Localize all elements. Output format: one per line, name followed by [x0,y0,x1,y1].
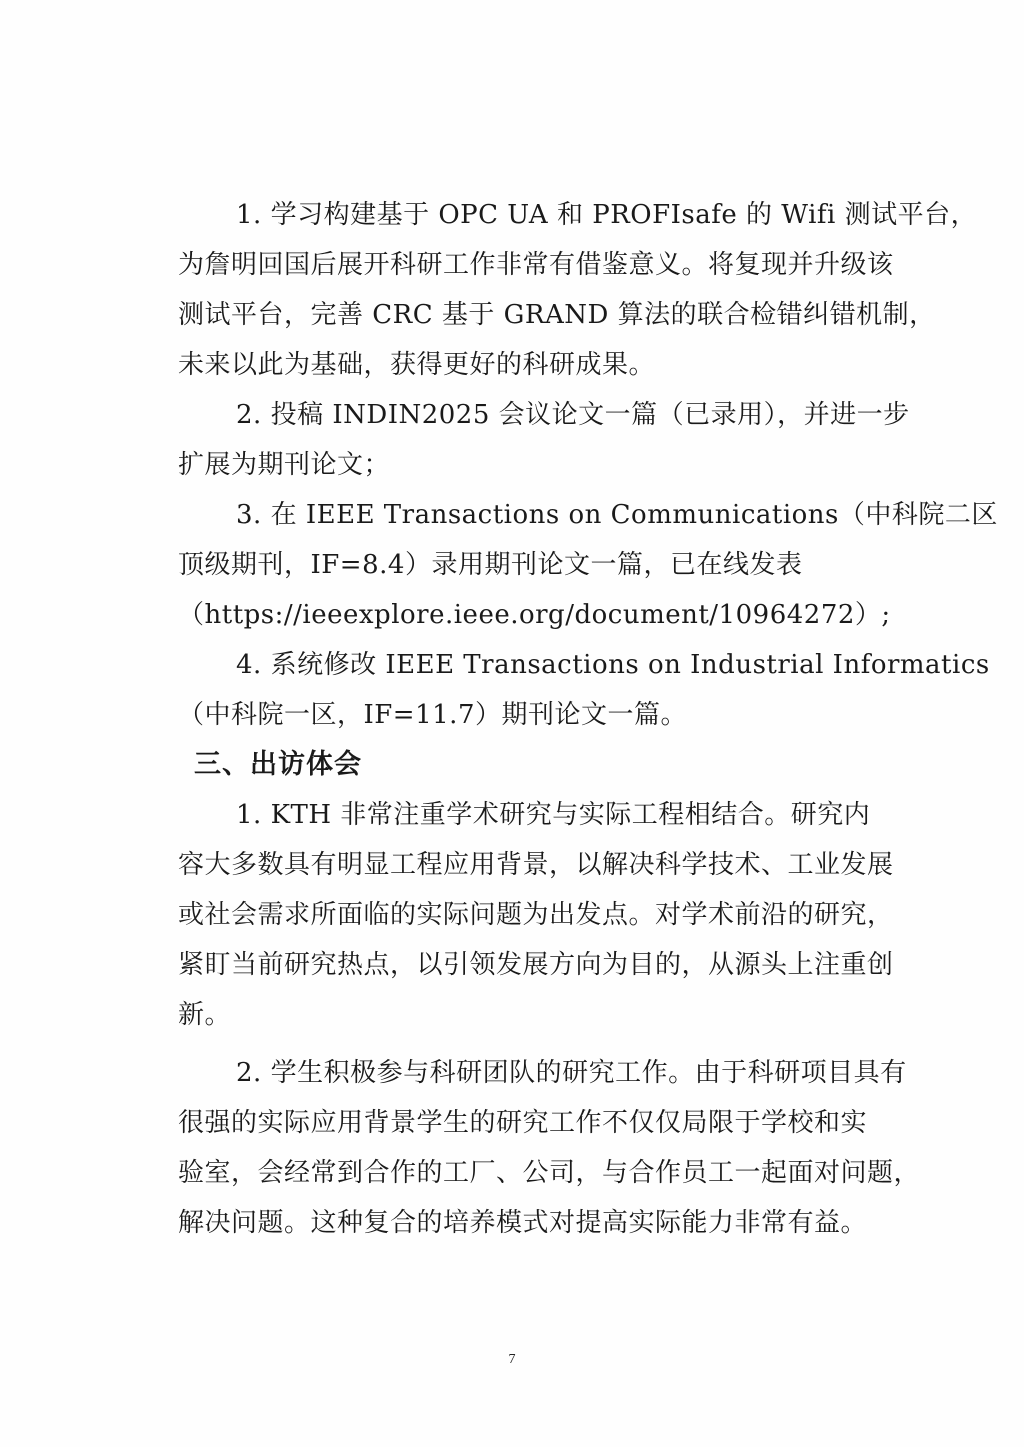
text-line: 新。 [178,1000,232,1030]
outcome-item-2 [178,390,908,490]
reflection-item-2 [178,1048,921,1248]
text-line: 解决问题。这种复合的培养模式对提高实际能力非常有益。 [178,1208,868,1238]
text-line: （https://ieeexplore.ieee.org/document/10964272）; [178,600,891,630]
text-line: 或社会需求所面临的实际问题为出发点。对学术前沿的研究， [178,900,894,930]
text-line: 为詹明回国后展开科研工作非常有借鉴意义。将复现并升级该 [178,250,894,280]
page-content [178,190,998,1248]
reflection-item-1 [178,790,908,1040]
outcome-item-1 [178,190,978,390]
text-line: 测试平台，完善 CRC 基于 GRAND 算法的联合检错纠错机制， [178,300,936,330]
outcome-item-3 [178,490,998,640]
text-line: （中科院一区，IF=11.7）期刊论文一篇。 [178,700,687,730]
text-line: 2. 投稿 INDIN2025 会议论文一篇（已录用），并进一步 [236,400,910,430]
text-line: 扩展为期刊论文； [178,450,391,480]
section-heading: 三、出访体会 [194,749,362,780]
text-line: 4. 系统修改 IEEE Transactions on Industrial Informatics [236,650,990,680]
text-line: 很强的实际应用背景学生的研究工作不仅仅局限于学校和实 [178,1108,868,1138]
text-line: 2. 学生积极参与科研团队的研究工作。由于科研项目具有 [236,1058,907,1088]
text-line: 1. 学习构建基于 OPC UA 和 PROFIsafe 的 Wifi 测试平台， [236,200,978,230]
text-line: 3. 在 IEEE Transactions on Communications（中科院二区 [236,500,998,530]
text-line: 顶级期刊，IF=8.4）录用期刊论文一篇，已在线发表 [178,550,803,580]
text-line: 紧盯当前研究热点，以引领发展方向为目的，从源头上注重创 [178,950,894,980]
text-line: 容大多数具有明显工程应用背景，以解决科学技术、工业发展 [178,850,894,880]
text-line: 1. KTH 非常注重学术研究与实际工程相结合。研究内 [236,800,871,830]
text-line: 验室，会经常到合作的工厂、公司，与合作员工一起面对问题， [178,1158,921,1188]
page-number: 7 [508,1352,516,1367]
text-line: 未来以此为基础，获得更好的科研成果。 [178,350,656,380]
outcome-item-4 [178,640,990,740]
